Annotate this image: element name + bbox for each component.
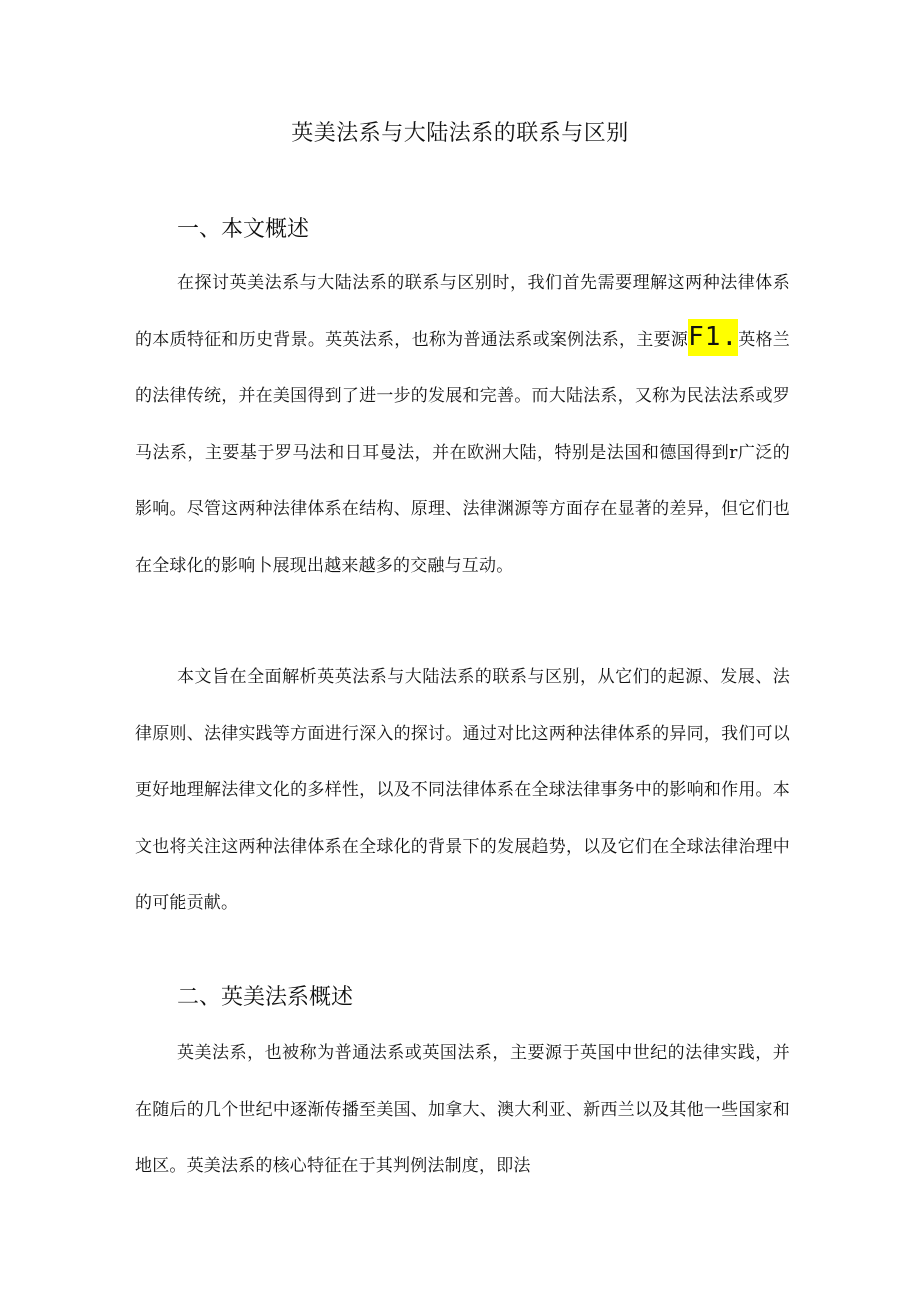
overview-paragraph-1: [135, 255, 790, 595]
section-heading-common-law: 二、英美法系概述: [177, 985, 354, 1010]
document-title: 英美法系与大陆法系的联系与区别: [291, 121, 629, 146]
section-heading-overview: 一、本文概述: [177, 217, 310, 242]
overview-paragraph-2: 本文旨在全面解析英英法系与大陆法系的联系与区别，从它们的起源、发展、法律原则、法律实践等方面进行深入的探讨。通过对比这两种法律体系的异同，我们可以更好地理解法律文化的多样性，以及不同法律体系在全球法律事务中的影响和作用。本文也将关注这两种法律体系在全球化的背景下的发展趋势，以及它们在全球法律治理中的可能贡献。: [135, 667, 790, 914]
overview-paragraph-1-start: 在探讨英美法系与大陆法系的联系与区别时，我们首先需要理解这两种法律体系的本质特征和历史背景。英英法系，也称为普通法系或案例法系，主要源: [135, 273, 790, 350]
overview-paragraph-1-end: 英格兰的法律传统，并在美国得到了进一步的发展和完善。而大陆法系，又称为民法法系或罗马法系，主要基于罗马法和日耳曼法，并在欧洲大陆，特别是法国和德国得到r广泛的影响。尽管这两种法律体系在结构、原理、法律渊源等方面存在显著的差异，但它们也在全球化的影响卜展现出越来越多的交融与互动。: [135, 329, 790, 576]
highlighted-text: F1.: [688, 319, 738, 356]
common-law-paragraph-1: 英美法系，也被称为普通法系或英国法系，主要源于英国中世纪的法律实践，并在随后的几个世纪中逐渐传播至美国、加拿大、澳大利亚、新西兰以及其他一些国家和地区。英美法系的核心特征在于其判例法制度，即法: [135, 1043, 790, 1177]
